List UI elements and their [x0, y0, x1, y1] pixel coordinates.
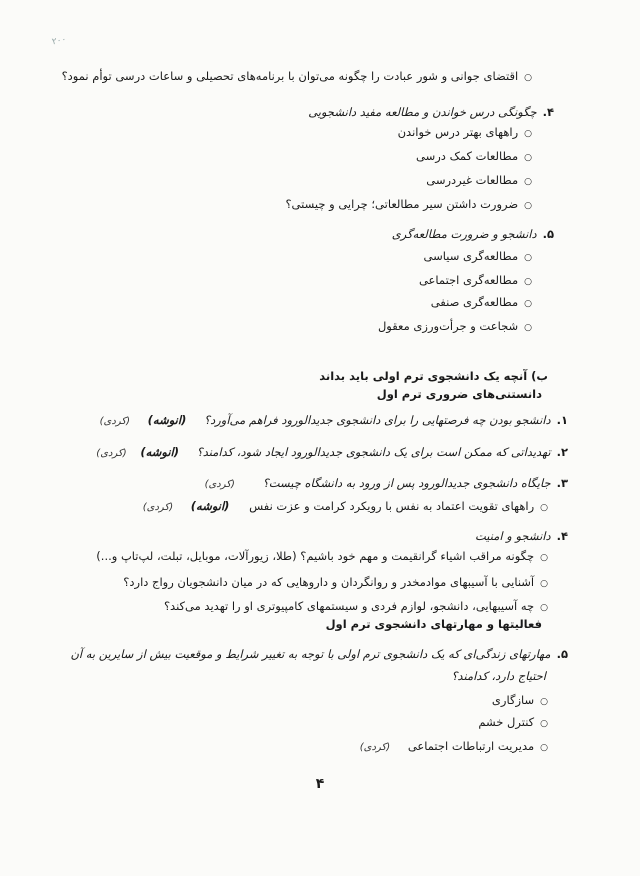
heading-number: ۴.	[542, 105, 554, 119]
item-text: مطالعه‌گری صنفی	[430, 295, 519, 309]
item-text: راههای بهتر درس خواندن	[397, 125, 519, 139]
item-text: آشنایی با آسیبهای موادمخدر و روانگردان و داروهایی که در میان دانشجویان رواج دارد؟	[123, 575, 535, 589]
question-text: احتیاج دارد، کدامند؟	[451, 669, 546, 683]
heading-text: چگونگی درس خواندن و مطالعه مفید دانشجویی	[308, 105, 537, 119]
bullet-icon: ○	[540, 743, 548, 753]
author-tag: (کردی)	[142, 502, 174, 513]
list-item	[0, 714, 640, 732]
question-number: ۳.	[556, 476, 568, 490]
item-text: راههای تقویت اعتماد به نفس با رویکرد کرامت و عزت نفس	[249, 499, 535, 513]
question-text: دانشجو بودن چه فرصتهایی را برای دانشجوی جدیدالورود فراهم می‌آورد؟	[203, 413, 551, 427]
list-item	[0, 498, 640, 516]
bullet-icon: ○	[524, 277, 532, 287]
list-item	[0, 172, 640, 190]
question-item	[0, 444, 640, 462]
question-number: ۵.	[556, 647, 568, 661]
question-item	[0, 646, 640, 662]
question-text: تهدیداتی که ممکن است برای یک دانشجوی جدیدالورود ایجاد شود، کدامند؟	[196, 445, 551, 459]
question-item	[0, 412, 640, 430]
bullet-icon: ○	[524, 201, 532, 211]
list-item	[0, 738, 640, 756]
question-text: مهارتهای زندگی‌ای که یک دانشجوی ترم اولی با توجه به تغییر شرایط و موقعیت بیش از سایرین به آن	[70, 647, 551, 661]
item-text: شجاعت و جرأت‌ورزی معقول	[377, 319, 519, 333]
bullet-icon: ○	[524, 253, 532, 263]
heading-number: ۵.	[542, 227, 554, 241]
section-heading	[0, 104, 640, 120]
bullet-icon: ○	[524, 177, 532, 187]
list-item	[0, 294, 640, 312]
bullet-icon: ○	[540, 719, 548, 729]
heading-text: دانشجو و ضرورت مطالعه‌گری	[391, 227, 537, 241]
bullet-icon: ○	[524, 153, 532, 163]
bullet-icon: ○	[524, 323, 532, 333]
item-text: مطالعات غیردرسی	[426, 173, 519, 187]
item-text: مطالعات کمک درسی	[416, 149, 519, 163]
item-text: مطالعه‌گری سیاسی	[423, 249, 519, 263]
subsection-text: دانستنی‌های ضروری ترم اول	[376, 387, 542, 401]
author-tag: (انوشه)	[140, 445, 179, 459]
bullet-icon: ○	[524, 73, 532, 83]
list-item	[0, 692, 640, 710]
subsection-heading	[0, 616, 640, 633]
list-item	[0, 248, 640, 266]
author-tag: (انوشه)	[147, 413, 187, 427]
list-item	[0, 548, 640, 566]
list-item	[0, 574, 640, 592]
question-text: جایگاه دانشجوی جدیدالورود پس از ورود به دانشگاه چیست؟	[262, 476, 551, 490]
bullet-icon: ○	[524, 299, 532, 309]
corner-mark: ۲۰۰	[51, 34, 68, 48]
author-tag: (کردی)	[359, 742, 391, 753]
bullet-icon: ○	[540, 503, 548, 513]
item-text: ضرورت داشتن سیر مطالعاتی؛ چرایی و چیستی؟	[285, 197, 519, 211]
question-number: ۱.	[556, 413, 568, 427]
author-tag: (کردی)	[96, 448, 127, 459]
section-b-title: ب) آنچه یک دانشجوی ترم اولی باید بداند	[319, 369, 548, 383]
list-item	[0, 196, 640, 214]
item-text: کنترل خشم	[478, 715, 535, 729]
list-item	[0, 124, 640, 142]
bullet-icon: ○	[540, 579, 548, 589]
bullet-icon: ○	[540, 553, 548, 563]
page-number: ۴	[315, 776, 325, 792]
item-text: سازگاری	[491, 693, 535, 707]
list-item	[0, 68, 640, 86]
question-number: ۴.	[556, 529, 568, 543]
item-text: چگونه مراقب اشیاء گرانقیمت و مهم خود باشیم؟ (طلا، زیورآلات، موبایل، تبلت، لپ‌تاپ و...)	[96, 549, 535, 563]
list-item	[0, 318, 640, 336]
item-text: چه آسیبهایی، دانشجو، لوازم فردی و سیستمهای کامپیوتری او را تهدید می‌کند؟	[163, 599, 535, 613]
question-item	[0, 528, 640, 544]
list-item	[0, 598, 640, 616]
section-heading	[0, 226, 640, 242]
list-item	[0, 148, 640, 166]
bullet-icon: ○	[524, 129, 532, 139]
subsection-text: فعالیتها و مهارتهای دانشجوی ترم اول	[325, 617, 542, 631]
list-item	[0, 272, 640, 290]
question-number: ۲.	[556, 445, 568, 459]
question-item	[0, 475, 640, 493]
item-text: مدیریت ارتباطات اجتماعی	[407, 739, 535, 753]
author-tag: (کردی)	[204, 479, 235, 490]
item-text: مطالعه‌گری اجتماعی	[418, 273, 519, 287]
subsection-heading	[0, 386, 640, 403]
bullet-icon: ○	[540, 603, 548, 613]
bullet-icon: ○	[540, 697, 548, 707]
author-tag: (کردی)	[99, 416, 131, 427]
question-text: دانشجو و امنیت	[475, 529, 551, 543]
author-tag: (انوشه)	[190, 499, 230, 513]
item-text: اقتضای جوانی و شور عبادت را چگونه می‌توان با برنامه‌های تحصیلی و ساعات درسی توأم نمود؟	[61, 69, 519, 83]
question-continuation	[0, 668, 640, 684]
